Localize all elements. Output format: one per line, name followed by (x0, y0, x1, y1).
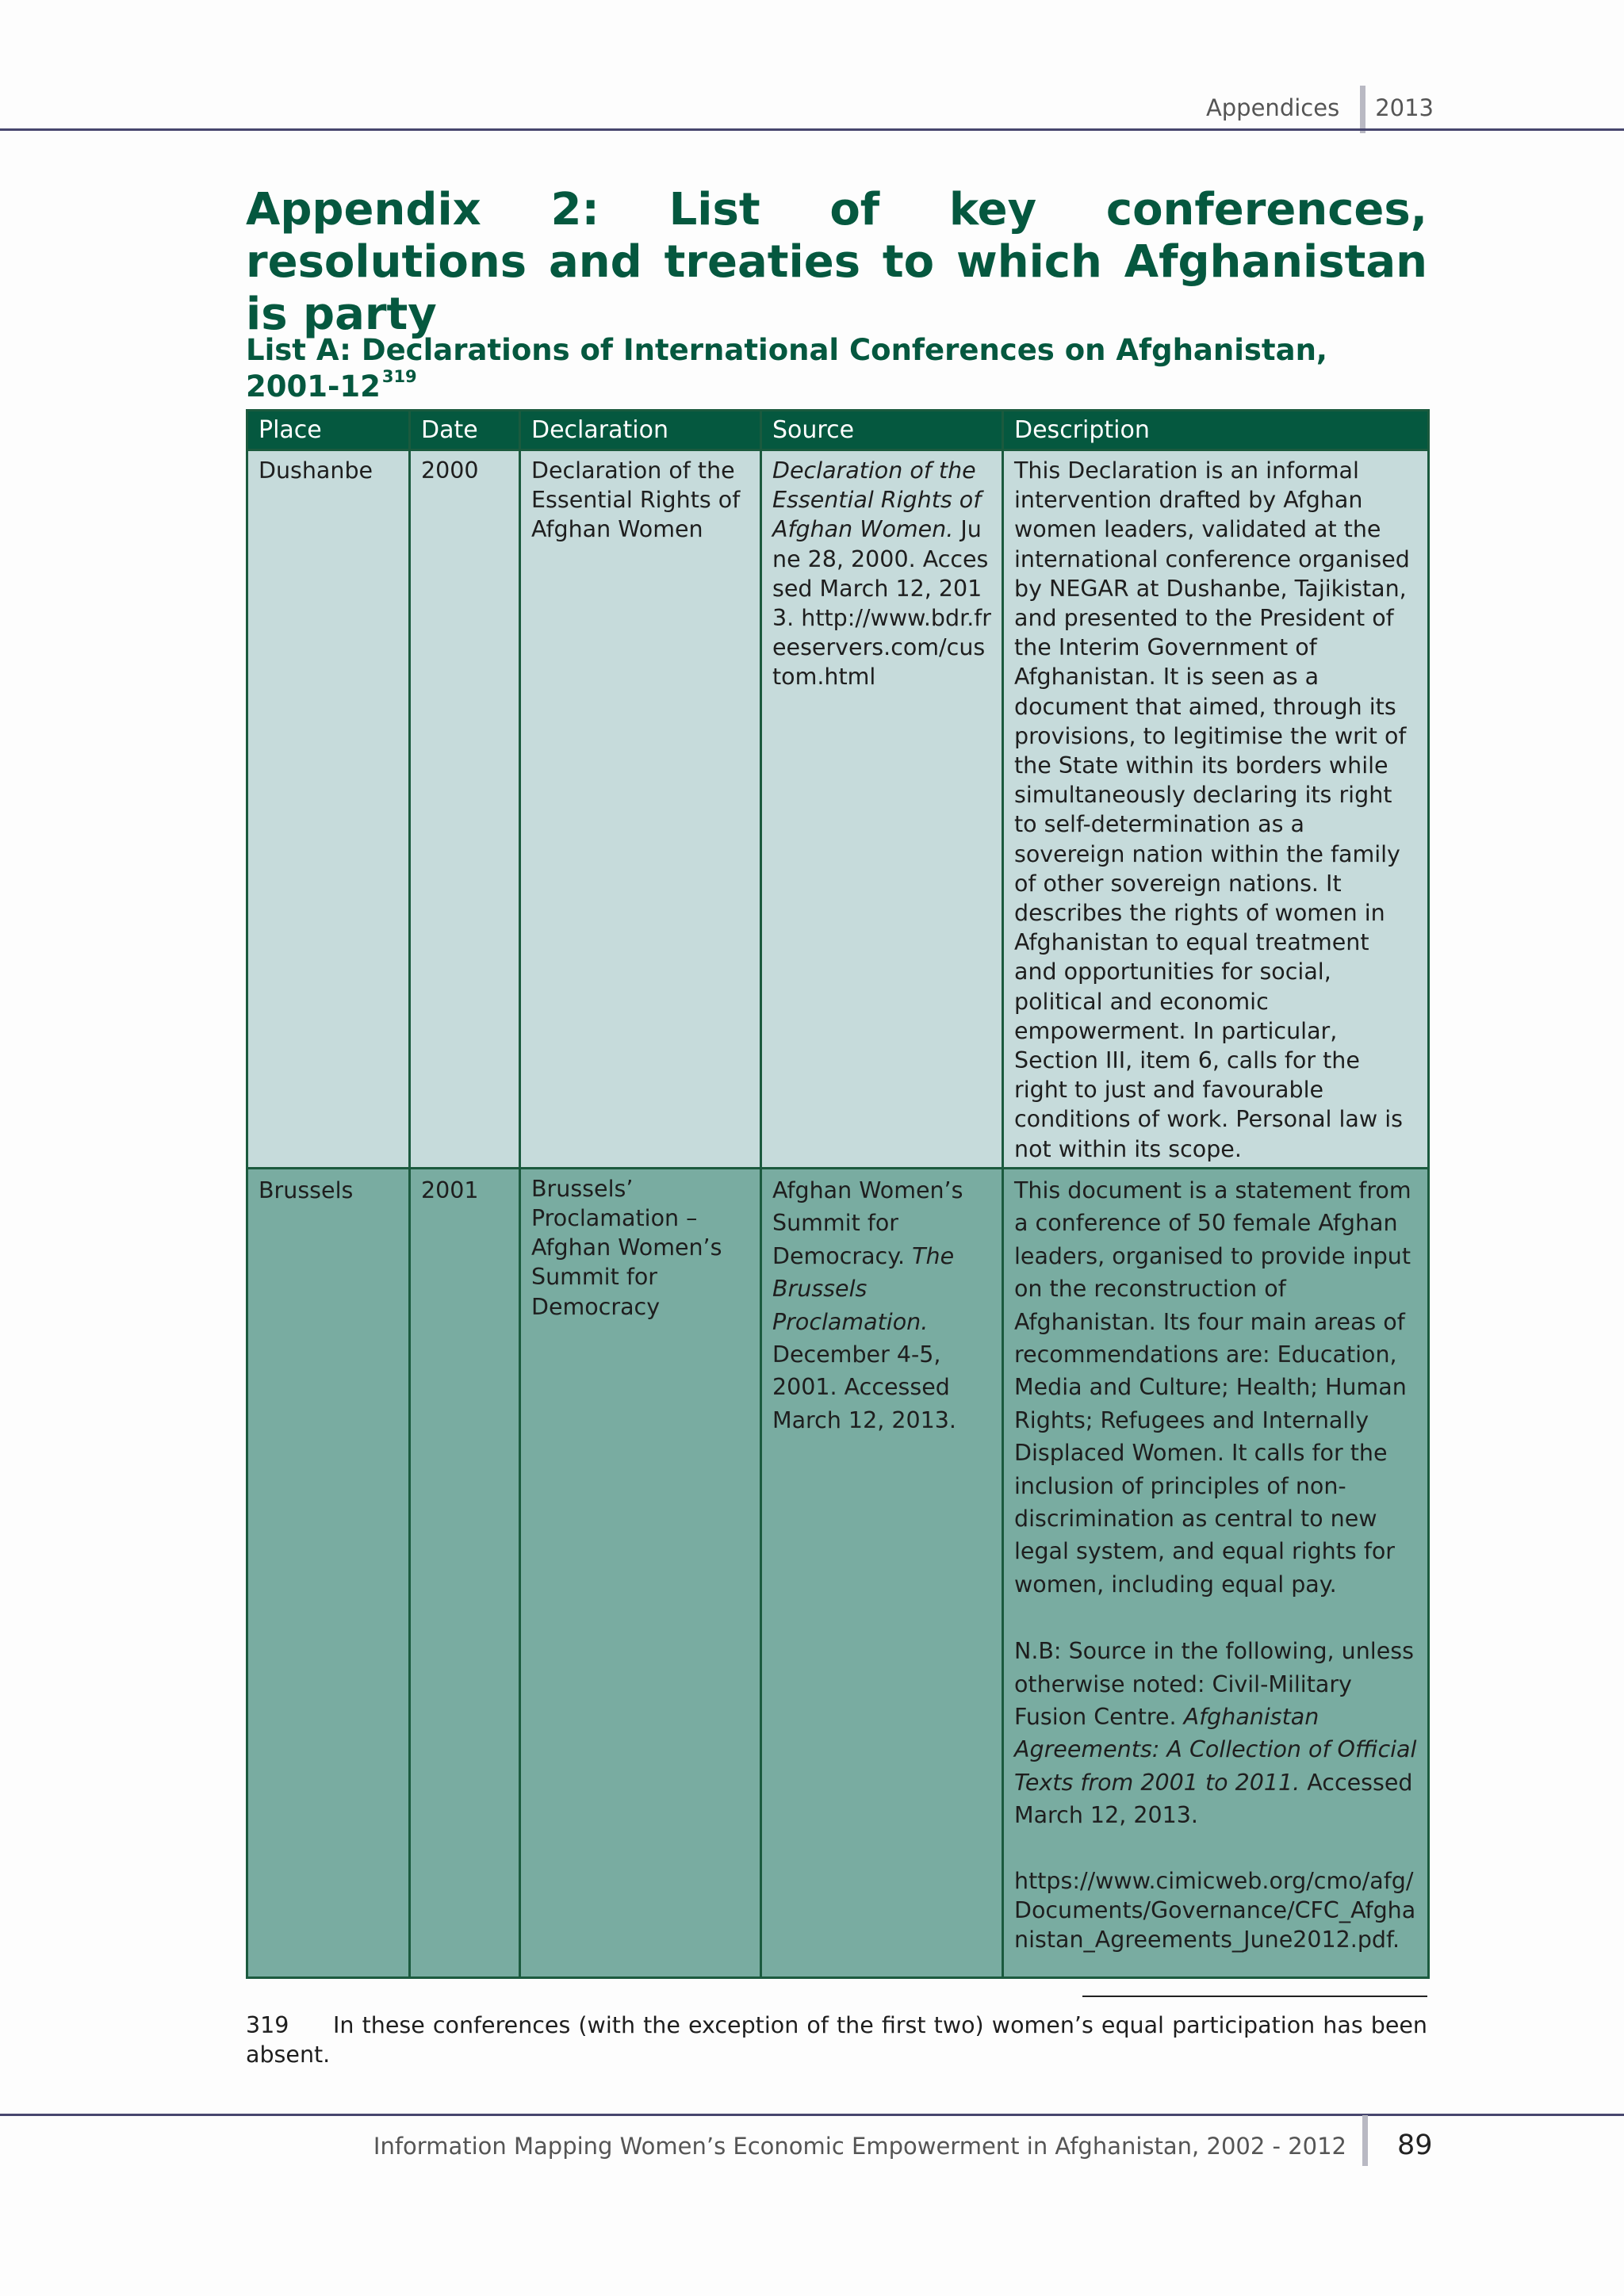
header-rule (0, 128, 1624, 131)
cell-place: Dushanbe (247, 450, 410, 1169)
column-header-description: Description (1003, 411, 1429, 450)
source-title: Declaration of the Essential Rights of Afghan Women. (772, 457, 982, 543)
header-year: 2013 (1375, 94, 1434, 121)
description-paragraph: This document is a statement from a conference of 50 female Afghan leaders, organised to provide input on the reconstruction of Afghanistan. Its four main areas of recommendations are: Education, Media and Culture; Health; Human Rights; Refugees and Internally Displaced Women. It calls for the inclusion of principles of non-discrimination as central to new legal system, and equal rights for women, including equal pay. (1014, 1177, 1411, 1598)
footnote-text: In these conferences (with the exception of the first two) women’s equal participation has been absent. (246, 2012, 1427, 2068)
table-row (247, 450, 1429, 1169)
source-title: The Brussels Proclamation. (772, 1242, 955, 1335)
source-details: December 4-5, 2001. Accessed March 12, 2013. (772, 1341, 956, 1433)
running-header (1206, 84, 1434, 132)
table-header-row (247, 411, 1429, 450)
footer-separator (1362, 2115, 1368, 2166)
note-accessed: Accessed March 12, 2013. (1014, 1769, 1413, 1829)
cell-description: This Declaration is an informal intervention drafted by Afghan women leaders, validated at the international conference organised by NEGAR at Dushanbe, Tajikistan, and presented to the President of the Interim Government of Afghanistan. It is seen as a document that aimed, through its provisions, to legitimise the writ of the State within its borders while simultaneously declaring its right to self-determination as a sovereign nation within the family of other sovereign nations. It describes the rights of women in Afghanistan to equal treatment and opportunities for social, political and economic empowerment. In particular, Section III, item 6, calls for the right to just and favourable conditions of work. Personal law is not within its scope. (1003, 450, 1429, 1169)
cell-declaration: Brussels’ Proclamation – Afghan Women’s Summit for Democracy (520, 1168, 761, 1977)
header-separator (1360, 86, 1365, 133)
declarations-table (246, 409, 1430, 1979)
column-header-declaration: Declaration (520, 411, 761, 450)
page-title: Appendix 2: List of key conferences, resolutions and treaties to which Afghanistan is party (246, 184, 1427, 340)
list-title-text: List A: Declarations of International Conferences on Afghanistan, 2001-12 (246, 333, 1327, 404)
table-row (247, 1168, 1429, 1977)
footnote-ref: 319 (381, 367, 417, 386)
cell-source (761, 1168, 1003, 1977)
cell-place: Brussels (247, 1168, 410, 1977)
footer-rule (0, 2114, 1624, 2116)
note-title: Afghanistan Agreements: A Collection of Official Texts from 2001 to 2011. (1014, 1703, 1417, 1796)
cell-declaration: Declaration of the Essential Rights of Afghan Women (520, 450, 761, 1169)
footnote-rule (1082, 1996, 1427, 1997)
cell-date: 2001 (410, 1168, 520, 1977)
page-number: 89 (1397, 2130, 1433, 2161)
header-section: Appendices (1205, 94, 1340, 121)
column-header-place: Place (247, 411, 410, 450)
description-note (1014, 1635, 1418, 1831)
column-header-source: Source (761, 411, 1003, 450)
cell-source (761, 450, 1003, 1169)
cell-description (1003, 1168, 1429, 1977)
source-lead: Afghan Women’s Summit for Democracy. (772, 1177, 963, 1269)
footer-publication-title: Information Mapping Women’s Economic Empowerment in Afghanistan, 2002 - 2012 (373, 2133, 1346, 2160)
list-title (246, 333, 1427, 404)
footnote-number: 319 (246, 2012, 289, 2038)
note-lead: N.B: Source in the following, unless otherwise noted: Civil-Military Fusion Centre. (1014, 1638, 1414, 1730)
source-details: June 28, 2000. Accessed March 12, 2013. http://www.bdr.freeservers.com/custom.html (772, 516, 992, 691)
footnote (246, 2011, 1427, 2069)
column-header-date: Date (410, 411, 520, 450)
description-url: https://www.cimicweb.org/cmo/afg/Documents/Governance/CFC_Afghanistan_Agreements_June2012.pdf. (1014, 1867, 1416, 1953)
cell-date: 2000 (410, 450, 520, 1169)
